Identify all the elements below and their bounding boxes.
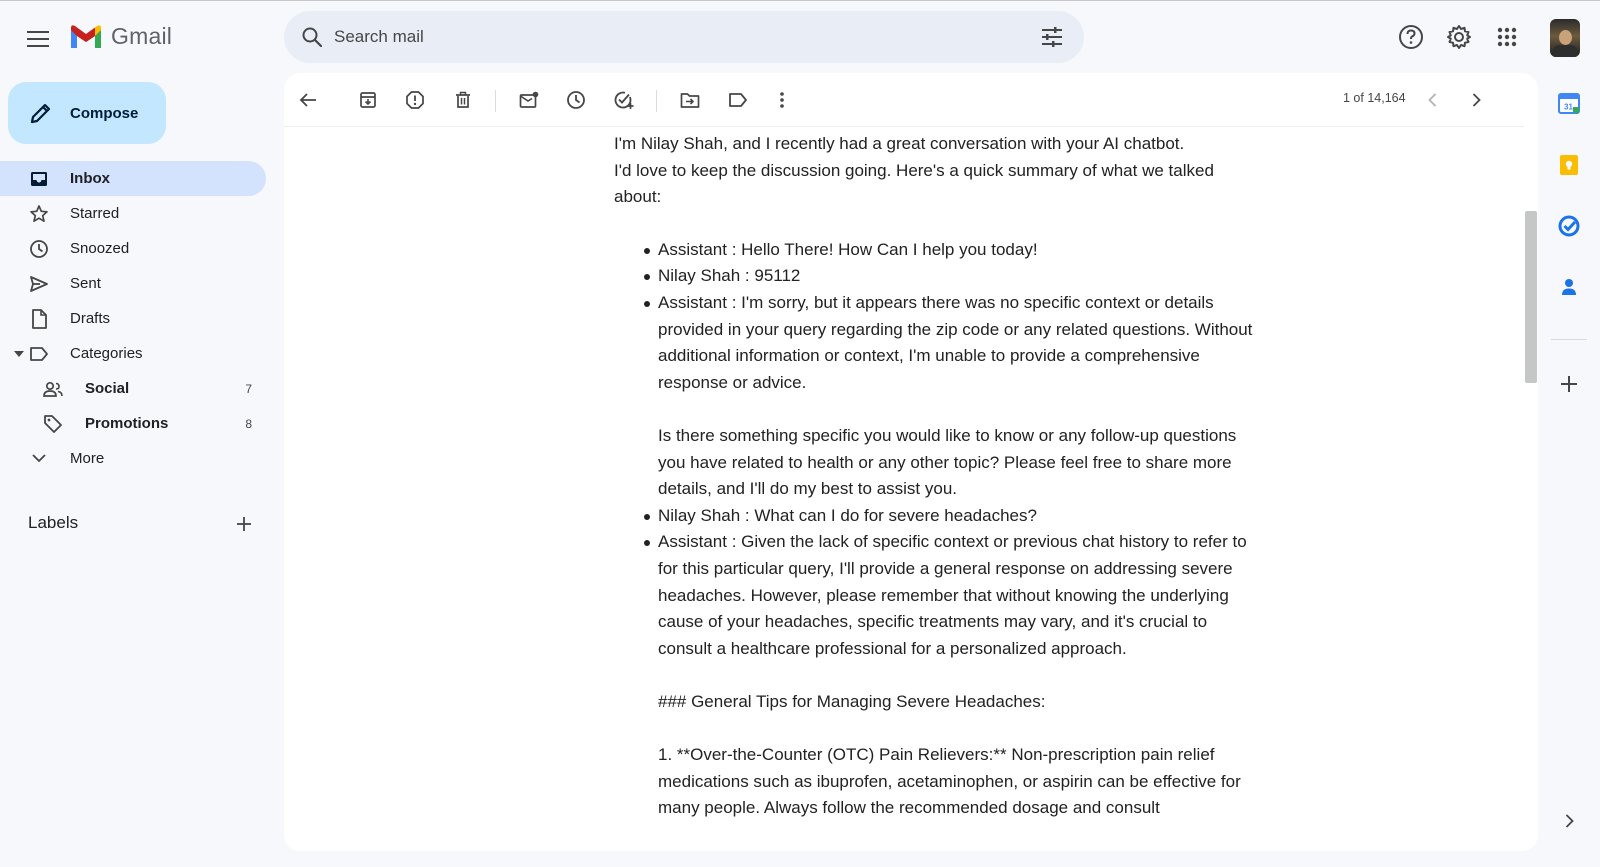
sidebar-item-inbox[interactable] [0, 161, 266, 196]
message-text: Nilay Shah : 95112 [658, 266, 801, 286]
send-icon [28, 273, 50, 295]
report-spam-icon[interactable] [401, 86, 429, 114]
newer-chevron-left-icon[interactable] [1418, 86, 1446, 114]
list-item [614, 237, 1254, 264]
gmail-logo[interactable] [69, 23, 172, 50]
add-task-icon[interactable] [610, 86, 638, 114]
scrollbar-thumb[interactable] [1525, 211, 1537, 383]
sidebar-item-categories[interactable] [0, 336, 266, 371]
sidebar-item-more[interactable] [0, 441, 266, 476]
keep-notes-icon[interactable] [1555, 151, 1583, 179]
pencil-icon [28, 100, 54, 126]
draft-icon [28, 308, 50, 330]
sidebar-item-promotions[interactable] [0, 406, 266, 441]
snooze-clock-icon[interactable] [562, 86, 590, 114]
sidebar-item-label: Inbox [70, 170, 110, 187]
message-text: Assistant : Hello There! How Can I help you today! [658, 239, 1038, 259]
contacts-icon[interactable] [1555, 273, 1583, 301]
people-icon [42, 378, 64, 400]
list-item [614, 290, 1254, 503]
settings-gear-icon[interactable] [1443, 21, 1475, 53]
message-text: Nilay Shah : What can I do for severe headaches? [658, 505, 1037, 525]
tasks-icon[interactable] [1555, 212, 1583, 240]
app-name: Gmail [111, 23, 173, 49]
list-item [614, 503, 1254, 530]
list-item [614, 263, 1254, 290]
older-chevron-right-icon[interactable] [1462, 86, 1490, 114]
caret-down-icon[interactable] [13, 348, 25, 360]
get-addons-plus-icon[interactable] [1555, 370, 1583, 398]
email-intro-line: I'd love to keep the discussion going. Here's a quick summary of what we talked about: [614, 160, 1214, 207]
compose-button[interactable] [8, 82, 166, 144]
unread-count: 8 [245, 416, 252, 431]
email-body [614, 129, 1254, 822]
labels-heading: Labels [28, 513, 79, 532]
sidebar-item-label: Drafts [70, 310, 111, 327]
message-text: ### General Tips for Managing Severe Headaches: [658, 691, 1046, 711]
side-panel-divider [1551, 339, 1587, 340]
sidebar-item-label: Starred [70, 205, 120, 222]
show-side-panel-chevron-icon[interactable] [1555, 807, 1583, 835]
calendar-icon[interactable] [1555, 89, 1583, 117]
message-text: 1. **Over-the-Counter (OTC) Pain Relievers:** Non-prescription pain relief medications such as ibuprofen, acetaminophen, or aspirin can be effective for many people. Always follow the recommended dosage and consult [658, 745, 1241, 818]
archive-icon[interactable] [354, 86, 382, 114]
mark-unread-icon[interactable] [515, 86, 543, 114]
clock-icon [28, 238, 50, 260]
search-options-icon[interactable] [1038, 23, 1066, 51]
pagination-count: 1 of 14,164 [1343, 91, 1406, 105]
email-intro-line: I'm Nilay Shah, and I recently had a great conversation with your AI chatbot. [614, 134, 1185, 153]
sidebar-item-label: Snoozed [70, 240, 130, 257]
message-text: Assistant : I'm sorry, but it appears there was no specific context or details provided in your query regarding the zip code or any related questions. Without additional information or context, I'm unable to provide a comprehensive response or advice. [658, 292, 1253, 392]
sidebar-item-social[interactable] [0, 371, 266, 406]
search-bar[interactable] [284, 11, 1084, 63]
toolbar-divider [656, 90, 657, 112]
add-label-icon[interactable] [232, 512, 256, 536]
sidebar-item-label: Categories [70, 345, 143, 362]
sidebar-item-label: Promotions [85, 415, 169, 432]
list-item [614, 529, 1254, 822]
svg-text:31: 31 [1564, 102, 1573, 112]
toolbar-divider [495, 90, 496, 112]
sidebar-item-label: More [70, 450, 105, 467]
apps-grid-icon[interactable] [1491, 21, 1523, 53]
back-arrow-icon[interactable] [294, 86, 322, 114]
compose-label: Compose [70, 104, 139, 122]
delete-trash-icon[interactable] [449, 86, 477, 114]
message-text: Assistant : Given the lack of specific context or previous chat history to refer to for this particular query, I'll provide a general response on addressing severe headaches. However, please remember that without knowing the underlying cause of your headaches, specific treatments may vary, and it's crucial to consult a healthcare professional for a personalized approach. [658, 532, 1247, 658]
email-view [284, 73, 1538, 851]
sidebar-nav [0, 161, 270, 476]
tag-icon [42, 413, 64, 435]
email-toolbar [284, 73, 1524, 127]
message-text: Is there something specific you would like to know or any follow-up questions you have related to health or any other topic? Please feel free to share more details, and I'll do my best to assist you. [658, 425, 1237, 499]
star-icon [28, 203, 50, 225]
sidebar-item-sent[interactable] [0, 266, 266, 301]
move-to-folder-icon[interactable] [676, 86, 704, 114]
account-avatar[interactable] [1550, 19, 1580, 57]
inbox-icon [28, 168, 50, 190]
unread-count: 7 [245, 381, 252, 396]
chat-summary-list [614, 237, 1254, 822]
help-icon[interactable] [1395, 21, 1427, 53]
label-icon [28, 343, 50, 365]
sidebar-item-snoozed[interactable] [0, 231, 266, 266]
gmail-m-icon [69, 24, 103, 50]
sidebar-item-label: Sent [70, 275, 101, 292]
search-icon[interactable] [298, 23, 326, 51]
sidebar-item-label: Social [85, 380, 130, 397]
more-options-vertical-icon[interactable] [768, 86, 796, 114]
label-tag-icon[interactable] [724, 86, 752, 114]
chevron-down-icon [28, 448, 50, 470]
search-input[interactable] [334, 27, 1014, 47]
sidebar-item-starred[interactable] [0, 196, 266, 231]
main-menu-icon[interactable] [24, 25, 52, 53]
sidebar-item-drafts[interactable] [0, 301, 266, 336]
